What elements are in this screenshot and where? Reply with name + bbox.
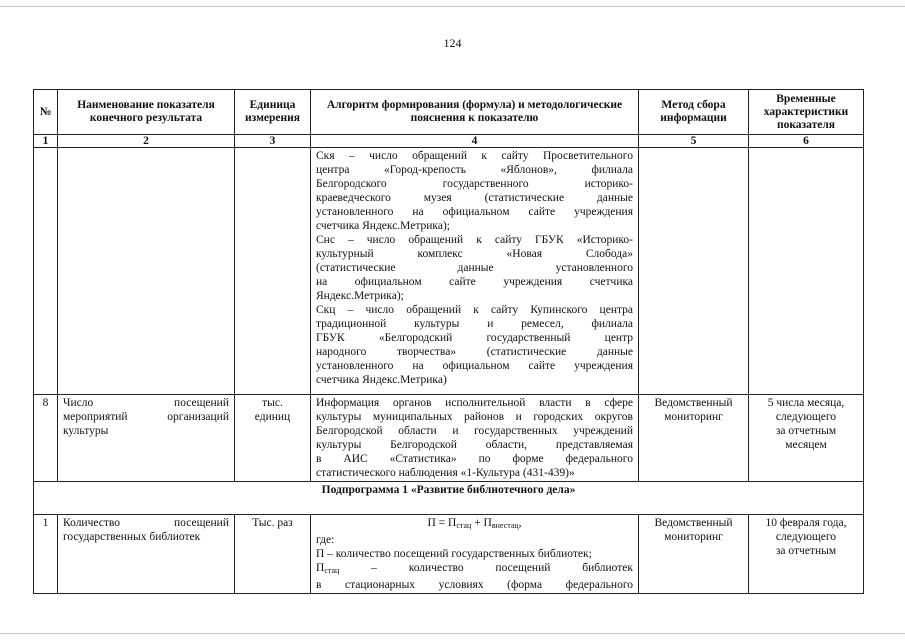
section-title: Подпрограмма 1 «Развитие библиотечного дела» (34, 482, 864, 515)
table-row-1 (34, 515, 864, 594)
cell-algorithm (311, 395, 639, 482)
algorithm-line: на официальном сайте учреждения счетчика (316, 276, 633, 288)
algorithm-line: (статистические данные установленного (316, 262, 633, 274)
algorithm-line: ГБУК «Белгородский государственный центр (316, 332, 633, 344)
formula-subscript: внестац (491, 521, 519, 530)
header-unit: Единица измерения (235, 90, 311, 135)
bottom-edge-line (0, 633, 905, 634)
time-line: следующего (775, 531, 837, 543)
cell-name (58, 395, 235, 482)
algorithm-line: Белгородской области и государственных учреждений (316, 425, 633, 437)
algorithm-line: Информация органов исполнительной власти в сфере (316, 397, 633, 409)
def-symbol: П (316, 562, 325, 574)
table-row-8 (34, 395, 864, 482)
cell-name (58, 515, 235, 594)
cell-unit (235, 148, 311, 395)
cell-time (749, 395, 864, 482)
formula-end: , (518, 517, 522, 529)
column-number: 6 (749, 135, 864, 148)
cell-method (639, 148, 749, 395)
algorithm-line: краеведческого музея (статистические данные (316, 192, 633, 204)
column-number: 2 (58, 135, 235, 148)
formula-subscript: стац (456, 521, 472, 530)
time-line: 10 февраля года, (765, 517, 847, 529)
algorithm-line: Снс – число обращений к сайту ГБУК «Историко- (316, 234, 633, 246)
algorithm-line: традиционной культуры и ремесел, филиала (316, 318, 633, 330)
def-subscript: стац (324, 566, 340, 575)
unit-line: единиц (254, 411, 291, 423)
name-line: Число посещений (63, 397, 229, 409)
cell-method (639, 515, 749, 594)
method-line: Ведомственный (654, 517, 733, 529)
algorithm-line: Яндекс.Метрика); (316, 290, 404, 302)
row-number: 8 (34, 395, 58, 482)
column-number-row (34, 135, 864, 148)
header-num: № (34, 90, 58, 135)
time-line: следующего (775, 411, 837, 423)
column-number: 5 (639, 135, 749, 148)
algorithm-line: Скц – число обращений к сайту Купинского центра (316, 304, 633, 316)
cell-num (34, 148, 58, 395)
cell-algorithm (311, 148, 639, 395)
definition-line (316, 561, 633, 578)
algorithm-line: установленного на официальном сайте учреждения (316, 206, 633, 218)
name-line: культуры (63, 425, 109, 437)
header-algorithm: Алгоритм формирования (формула) и методологические пояснения к показателю (311, 90, 639, 135)
top-edge-line (0, 6, 905, 7)
time-line: месяцем (785, 439, 827, 451)
algorithm-line: культуры Белгородской области, представляемая (316, 439, 633, 451)
time-line: за отчетным (775, 545, 837, 557)
cell-algorithm (311, 515, 639, 594)
algorithm-line: счетчика Яндекс.Метрика) (316, 374, 447, 386)
algorithm-line: Скя – число обращений к сайту Просветительного (316, 150, 633, 162)
header-row (34, 90, 864, 135)
cell-time (749, 148, 864, 395)
page-number: 124 (443, 36, 462, 50)
algorithm-line: счетчика Яндекс.Метрика); (316, 220, 450, 232)
algorithm-line: культурный комплекс «Новая Слобода» (316, 248, 633, 260)
cell-unit (235, 395, 311, 482)
definition-line: П – количество посещений государственных библиотек; (316, 548, 592, 560)
algorithm-line: статистического наблюдения «1-Культура (431-439)» (316, 467, 575, 479)
method-line: мониторинг (664, 411, 723, 423)
header-method: Метод сбора информации (639, 90, 749, 135)
column-number: 4 (311, 135, 639, 148)
column-number: 3 (235, 135, 311, 148)
name-line: Количество посещений (63, 517, 229, 529)
algorithm-line: центра «Город-крепость «Яблонов», филиала (316, 164, 633, 176)
cell-name (58, 148, 235, 395)
def-text: – количество посещений библиотек (339, 562, 633, 574)
formula (316, 516, 633, 533)
row-number: 1 (34, 515, 58, 594)
algorithm-line: установленного на официальном сайте учреждения (316, 360, 633, 372)
header-name: Наименование показателя конечного результата (58, 90, 235, 135)
definition-line: в стационарных условиях (форма федерального (316, 579, 633, 591)
algorithm-line: Белгородского государственного историко- (316, 178, 633, 190)
formula-lhs: П = П (427, 517, 457, 529)
indicator-table (33, 89, 864, 594)
column-number: 1 (34, 135, 58, 148)
where-label: где: (316, 534, 335, 546)
header-time: Временные характеристики показателя (749, 90, 864, 135)
name-line: мероприятий организаций (63, 411, 229, 423)
algorithm-line: культуры муниципальных районов и городских округов (316, 411, 633, 423)
section-row (34, 482, 864, 515)
formula-plus: + П (471, 517, 492, 529)
time-line: за отчетным (775, 425, 837, 437)
cell-time (749, 515, 864, 594)
unit-line: тыс. (262, 397, 283, 409)
cell-unit: Тыс. раз (235, 515, 311, 594)
method-line: мониторинг (664, 531, 723, 543)
algorithm-line: в АИС «Статистика» по форме федерального (316, 453, 633, 465)
table-row-continued (34, 148, 864, 395)
method-line: Ведомственный (654, 397, 733, 409)
algorithm-line: народного творчества» (статистические данные (316, 346, 633, 358)
time-line: 5 числа месяца, (767, 397, 845, 409)
cell-method (639, 395, 749, 482)
name-line: государственных библиотек (63, 531, 201, 543)
